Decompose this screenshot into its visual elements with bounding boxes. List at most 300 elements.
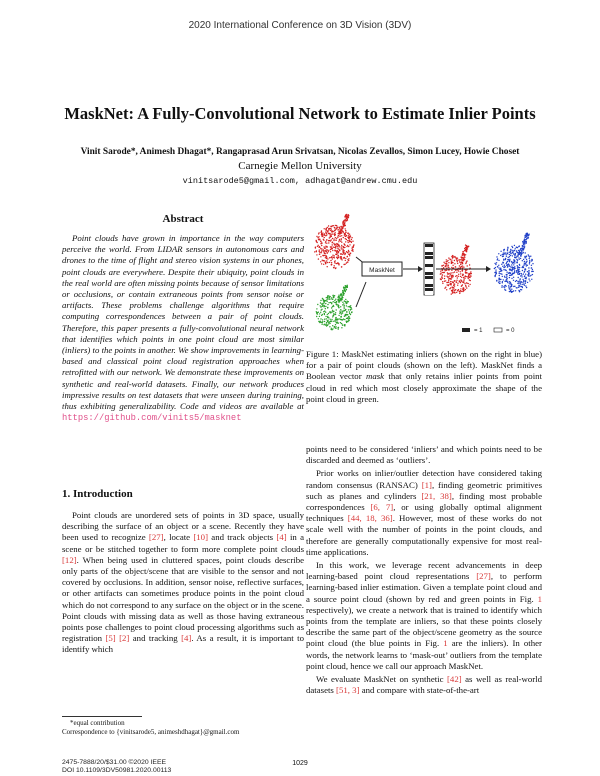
- figure-1: [306, 207, 542, 345]
- point: [441, 276, 442, 277]
- point: [448, 262, 449, 263]
- point: [458, 274, 459, 275]
- point: [323, 250, 324, 251]
- point: [524, 240, 525, 241]
- point: [510, 255, 511, 256]
- point: [495, 275, 496, 276]
- point: [346, 239, 347, 240]
- point: [519, 254, 520, 255]
- point: [468, 246, 469, 247]
- point: [334, 234, 335, 235]
- abstract-body: [62, 233, 304, 424]
- point: [343, 287, 344, 288]
- point: [522, 245, 523, 246]
- mask-cell: [425, 276, 433, 279]
- point: [332, 299, 333, 300]
- point: [353, 244, 354, 245]
- point: [507, 278, 508, 279]
- point: [340, 293, 341, 294]
- point: [513, 277, 514, 278]
- point: [499, 273, 500, 274]
- point: [461, 280, 462, 281]
- point: [503, 279, 504, 280]
- point: [338, 295, 339, 296]
- point: [519, 259, 520, 260]
- citation-link[interactable]: [44, 18, 36]: [347, 513, 393, 524]
- point: [461, 291, 462, 292]
- point: [342, 254, 343, 255]
- point: [316, 254, 317, 255]
- point: [341, 229, 342, 230]
- point: [464, 283, 465, 284]
- point: [496, 262, 497, 263]
- point: [333, 295, 334, 296]
- point: [463, 267, 464, 268]
- point: [518, 257, 519, 258]
- prior-work-paragraph: [306, 468, 542, 558]
- point: [513, 280, 514, 281]
- point: [467, 248, 468, 249]
- point: [527, 237, 528, 238]
- point: [345, 232, 346, 233]
- point: [344, 252, 345, 253]
- point: [451, 293, 452, 294]
- point: [440, 271, 441, 272]
- point: [327, 304, 328, 305]
- abstract-heading: Abstract: [162, 213, 204, 225]
- point: [459, 281, 460, 282]
- point: [450, 272, 451, 273]
- point: [529, 262, 530, 263]
- body-text: We evaluate MaskNet on synthetic: [316, 674, 447, 685]
- mask-cell: [425, 284, 433, 287]
- point: [501, 285, 502, 286]
- point: [502, 282, 503, 283]
- point: [519, 285, 520, 286]
- point: [464, 255, 465, 256]
- intro-text: and track objects: [208, 532, 277, 543]
- point: [512, 266, 513, 267]
- point: [326, 239, 327, 240]
- point: [518, 269, 519, 270]
- point: [334, 230, 335, 231]
- copyright-line: 2475-7888/20/$31.00 ©2020 IEEE: [62, 759, 167, 766]
- point: [346, 289, 347, 290]
- point: [335, 268, 336, 269]
- citation-link[interactable]: [27]: [476, 571, 491, 582]
- point: [332, 231, 333, 232]
- point: [528, 274, 529, 275]
- point: [348, 215, 349, 216]
- point: [526, 287, 527, 288]
- point: [525, 252, 526, 253]
- point: [327, 307, 328, 308]
- citation-link[interactable]: [21, 38]: [421, 490, 452, 501]
- point: [348, 318, 349, 319]
- citation-link[interactable]: [4]: [181, 633, 192, 644]
- point: [496, 256, 497, 257]
- mask-cell: [425, 292, 433, 295]
- citation-link[interactable]: [1]: [421, 479, 432, 490]
- point: [508, 259, 509, 260]
- point: [494, 268, 495, 269]
- point: [316, 251, 317, 252]
- point: [444, 288, 445, 289]
- point: [344, 254, 345, 255]
- point: [322, 298, 323, 299]
- point: [521, 274, 522, 275]
- point: [459, 293, 460, 294]
- point: [334, 262, 335, 263]
- point: [452, 265, 453, 266]
- point: [341, 248, 342, 249]
- point: [446, 265, 447, 266]
- point: [347, 240, 348, 241]
- point: [514, 267, 515, 268]
- point: [346, 321, 347, 322]
- point: [453, 284, 454, 285]
- point: [327, 295, 328, 296]
- point: [526, 239, 527, 240]
- citation-link[interactable]: [2]: [119, 633, 130, 644]
- point: [346, 311, 347, 312]
- point: [504, 287, 505, 288]
- point: [499, 279, 500, 280]
- point: [326, 258, 327, 259]
- point: [450, 259, 451, 260]
- figure-reference-link[interactable]: 1: [537, 593, 542, 604]
- point: [333, 315, 334, 316]
- point: [453, 281, 454, 282]
- point: [344, 319, 345, 320]
- point: [321, 306, 322, 307]
- point: [346, 318, 347, 319]
- point: [469, 284, 470, 285]
- point: [446, 270, 447, 271]
- point: [341, 238, 342, 239]
- point: [518, 246, 519, 247]
- point: [504, 281, 505, 282]
- point: [339, 311, 340, 312]
- point: [501, 287, 502, 288]
- point: [331, 297, 332, 298]
- point: [343, 237, 344, 238]
- point: [337, 236, 338, 237]
- point: [507, 250, 508, 251]
- body-text: , finding most probable correspondences: [306, 490, 543, 513]
- point: [348, 250, 349, 251]
- point: [456, 272, 457, 273]
- point: [320, 248, 321, 249]
- point: [457, 263, 458, 264]
- point: [519, 265, 520, 266]
- point: [497, 266, 498, 267]
- point: [448, 280, 449, 281]
- point: [466, 251, 467, 252]
- point: [510, 282, 511, 283]
- point: [349, 313, 350, 314]
- point: [338, 257, 339, 258]
- citation-link[interactable]: [51, 3]: [336, 685, 360, 696]
- point: [318, 245, 319, 246]
- point: [528, 278, 529, 279]
- point: [531, 265, 532, 266]
- point: [502, 254, 503, 255]
- point: [532, 263, 533, 264]
- mask-cell: [425, 268, 433, 271]
- point: [513, 273, 514, 274]
- point: [463, 282, 464, 283]
- point: [502, 276, 503, 277]
- point: [511, 278, 512, 279]
- point: [503, 259, 504, 260]
- point: [504, 249, 505, 250]
- point: [526, 256, 527, 257]
- point: [530, 275, 531, 276]
- point: [509, 288, 510, 289]
- point: [532, 274, 533, 275]
- point: [329, 262, 330, 263]
- red-template-copy-point-cloud: [440, 244, 472, 294]
- point: [350, 236, 351, 237]
- point: [511, 289, 512, 290]
- point: [456, 281, 457, 282]
- right-column-text: [306, 444, 542, 696]
- point: [328, 302, 329, 303]
- point: [326, 228, 327, 229]
- point: [509, 291, 510, 292]
- point: [457, 258, 458, 259]
- point: [523, 246, 524, 247]
- point: [340, 241, 341, 242]
- point: [348, 260, 349, 261]
- point: [324, 228, 325, 229]
- point: [515, 290, 516, 291]
- point: [331, 319, 332, 320]
- point: [340, 231, 341, 232]
- point: [324, 301, 325, 302]
- point: [335, 324, 336, 325]
- point: [332, 225, 333, 226]
- point: [341, 316, 342, 317]
- citation-link[interactable]: [4]: [276, 532, 287, 543]
- point: [451, 261, 452, 262]
- point: [348, 246, 349, 247]
- point: [343, 303, 344, 304]
- point: [350, 253, 351, 254]
- point: [522, 287, 523, 288]
- point: [332, 316, 333, 317]
- point: [498, 265, 499, 266]
- point: [448, 282, 449, 283]
- point: [508, 257, 509, 258]
- point: [347, 314, 348, 315]
- point: [336, 238, 337, 239]
- point: [324, 255, 325, 256]
- point: [509, 275, 510, 276]
- point: [343, 310, 344, 311]
- point: [467, 265, 468, 266]
- point: [331, 303, 332, 304]
- point: [327, 314, 328, 315]
- point: [334, 257, 335, 258]
- point: [329, 233, 330, 234]
- citation-link[interactable]: [10]: [193, 532, 209, 543]
- point: [331, 232, 332, 233]
- point: [338, 231, 339, 232]
- point: [507, 282, 508, 283]
- point: [495, 264, 496, 265]
- point: [345, 225, 346, 226]
- point: [328, 250, 329, 251]
- point: [502, 262, 503, 263]
- point: [345, 299, 346, 300]
- point: [320, 241, 321, 242]
- point: [332, 255, 333, 256]
- code-link[interactable]: https://github.com/vinits5/masknet: [62, 413, 242, 424]
- point: [457, 285, 458, 286]
- point: [348, 306, 349, 307]
- point: [351, 237, 352, 238]
- point: [528, 254, 529, 255]
- point: [510, 272, 511, 273]
- point: [506, 276, 507, 277]
- point: [451, 275, 452, 276]
- point: [457, 289, 458, 290]
- point: [341, 226, 342, 227]
- point: [339, 240, 340, 241]
- point: [344, 300, 345, 301]
- point: [323, 302, 324, 303]
- point: [451, 256, 452, 257]
- point: [517, 252, 518, 253]
- point: [522, 270, 523, 271]
- point: [328, 228, 329, 229]
- point: [531, 267, 532, 268]
- point: [528, 267, 529, 268]
- point: [524, 276, 525, 277]
- citation-link[interactable]: [42]: [447, 674, 462, 685]
- point: [466, 247, 467, 248]
- point: [332, 250, 333, 251]
- point: [442, 272, 443, 273]
- point: [346, 220, 347, 221]
- point: [345, 260, 346, 261]
- point: [529, 263, 530, 264]
- point: [518, 282, 519, 283]
- point: [331, 246, 332, 247]
- point: [442, 281, 443, 282]
- point: [517, 261, 518, 262]
- point: [341, 259, 342, 260]
- point: [466, 287, 467, 288]
- point: [456, 292, 457, 293]
- point: [512, 255, 513, 256]
- point: [337, 248, 338, 249]
- point: [344, 223, 345, 224]
- point: [514, 257, 515, 258]
- point: [525, 285, 526, 286]
- point: [316, 316, 317, 317]
- point: [345, 285, 346, 286]
- point: [460, 273, 461, 274]
- point: [446, 259, 447, 260]
- point: [327, 298, 328, 299]
- point: [460, 271, 461, 272]
- point: [348, 316, 349, 317]
- point: [335, 299, 336, 300]
- point: [500, 271, 501, 272]
- point: [324, 237, 325, 238]
- point: [466, 282, 467, 283]
- point: [456, 275, 457, 276]
- point: [337, 246, 338, 247]
- point: [516, 270, 517, 271]
- point: [331, 307, 332, 308]
- point: [316, 308, 317, 309]
- point: [448, 285, 449, 286]
- point: [330, 319, 331, 320]
- point: [457, 261, 458, 262]
- point: [341, 296, 342, 297]
- point: [316, 236, 317, 237]
- point: [449, 275, 450, 276]
- point: [503, 252, 504, 253]
- point: [498, 282, 499, 283]
- point: [343, 306, 344, 307]
- citation-link[interactable]: [27]: [148, 532, 164, 543]
- point: [446, 263, 447, 264]
- point: [336, 227, 337, 228]
- masknet-box-label: MaskNet: [369, 267, 395, 274]
- point: [341, 235, 342, 236]
- point: [329, 323, 330, 324]
- point: [511, 285, 512, 286]
- point: [325, 257, 326, 258]
- point: [323, 305, 324, 306]
- point: [505, 258, 506, 259]
- point: [326, 243, 327, 244]
- point: [499, 275, 500, 276]
- point: [521, 281, 522, 282]
- point: [531, 279, 532, 280]
- point: [352, 251, 353, 252]
- point: [342, 250, 343, 251]
- point: [343, 252, 344, 253]
- figure-reference-link[interactable]: 1: [443, 638, 448, 649]
- point: [447, 274, 448, 275]
- point: [505, 290, 506, 291]
- point: [342, 224, 343, 225]
- point: [336, 252, 337, 253]
- citation-link[interactable]: [12]: [62, 554, 77, 565]
- point: [317, 304, 318, 305]
- point: [525, 283, 526, 284]
- point: [517, 273, 518, 274]
- point: [509, 252, 510, 253]
- point: [528, 270, 529, 271]
- intro-text: , locate: [163, 532, 194, 543]
- citation-link[interactable]: [6, 7]: [370, 502, 394, 513]
- body-text: Prior works on inlier/outlier detection have considered taking random consensus (RANSAC): [306, 468, 542, 490]
- point: [339, 246, 340, 247]
- point: [319, 313, 320, 314]
- evaluation-paragraph: [306, 674, 542, 696]
- point: [344, 308, 345, 309]
- point: [465, 263, 466, 264]
- citation-link[interactable]: [5]: [105, 633, 116, 644]
- copyright-block: [62, 759, 262, 775]
